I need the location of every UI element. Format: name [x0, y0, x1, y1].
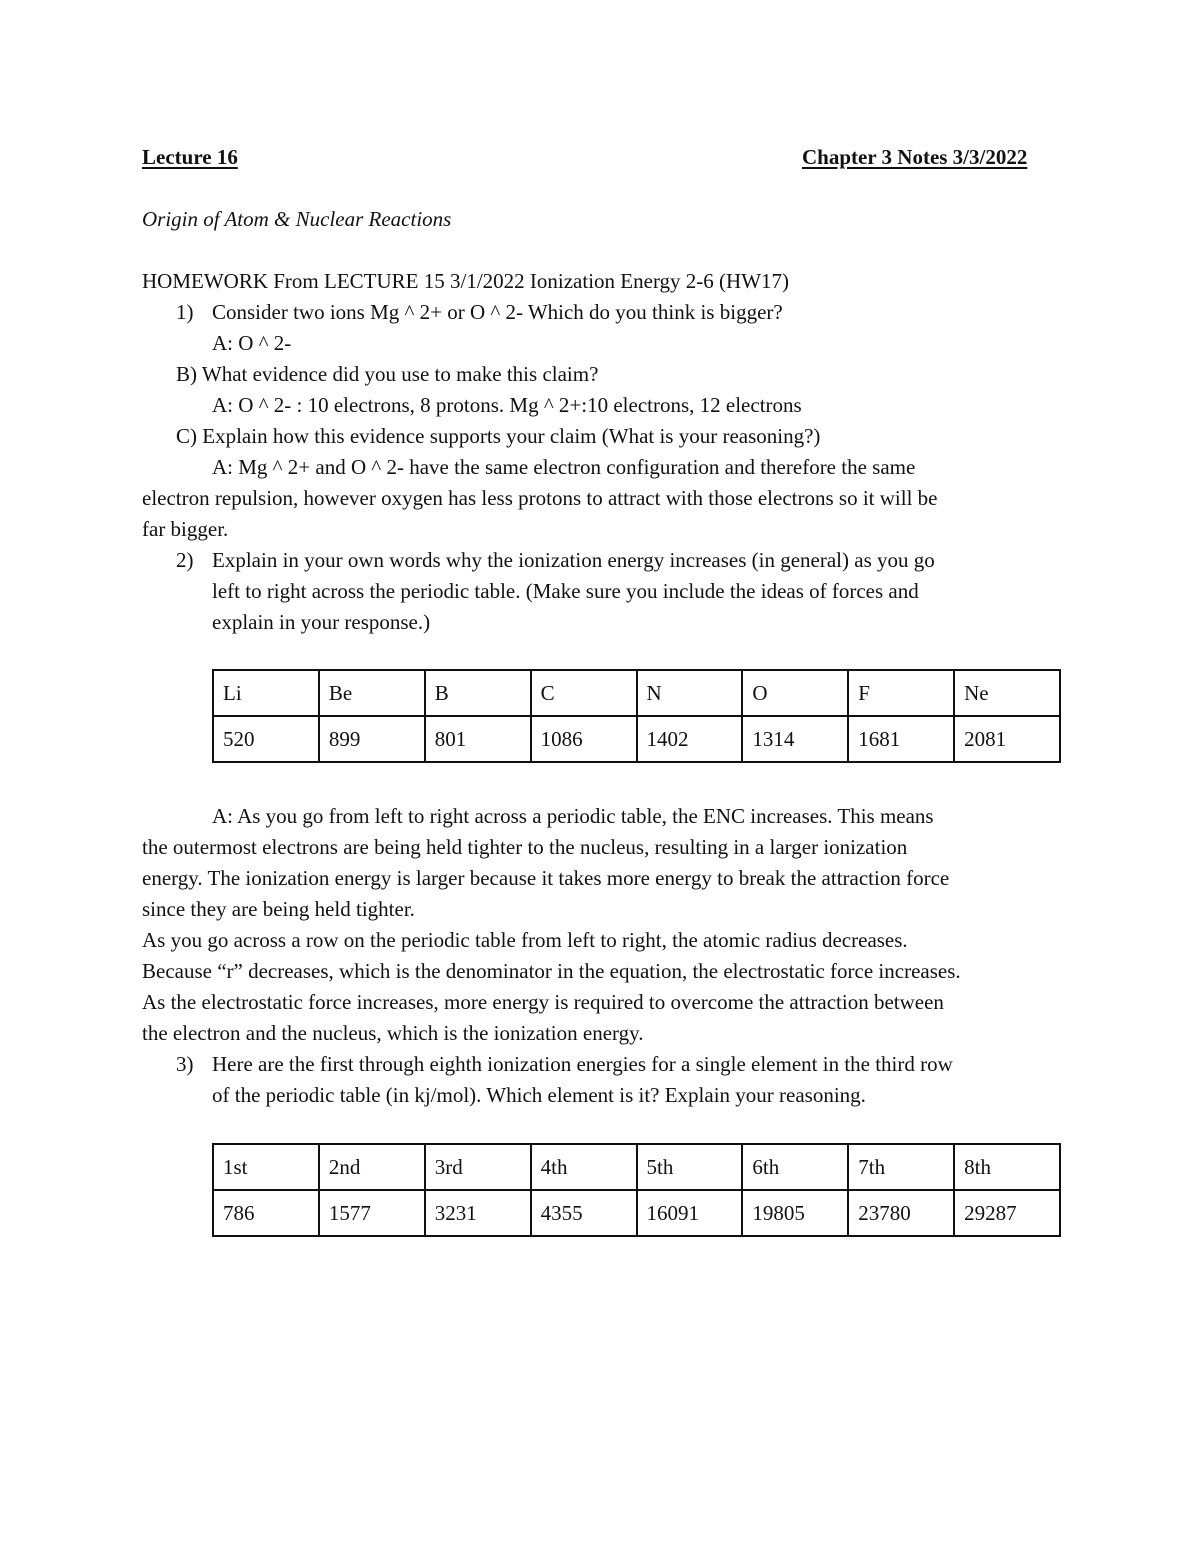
table-cell: 899	[319, 716, 425, 762]
table-cell: 1402	[637, 716, 743, 762]
q3-number: 3)	[176, 1052, 194, 1076]
table-row	[213, 716, 1060, 762]
q1c-answer-line: A: Mg ^ 2+ and O ^ 2- have the same electron configuration and therefore the same	[212, 455, 916, 479]
q1-number: 1)	[176, 300, 194, 324]
q2-number: 2)	[176, 548, 194, 572]
q2-answer-line: As you go across a row on the periodic table from left to right, the atomic radius decreases.	[142, 928, 908, 952]
homework-heading: HOMEWORK From LECTURE 15 3/1/2022 Ionization Energy 2-6 (HW17)	[142, 269, 790, 293]
chapter-date: Chapter 3 Notes 3/3/2022	[802, 145, 1028, 169]
table-cell: 19805	[742, 1190, 848, 1236]
q2-answer-line: As the electrostatic force increases, more energy is required to overcome the attraction between	[142, 990, 944, 1014]
q1-answer: A: O ^ 2-	[212, 331, 292, 355]
q2-answer-line: the electron and the nucleus, which is the ionization energy.	[142, 1021, 644, 1045]
lecture-title: Lecture 16	[142, 145, 238, 169]
q2-answer-line: A: As you go from left to right across a periodic table, the ENC increases. This means	[212, 804, 934, 828]
table-cell: 1681	[848, 716, 954, 762]
table-cell: 29287	[954, 1190, 1060, 1236]
table-header-row	[213, 1144, 1060, 1190]
table-cell: 1st	[213, 1144, 319, 1190]
table-cell: 16091	[637, 1190, 743, 1236]
q2-line: left to right across the periodic table. (Make sure you include the ideas of forces and	[212, 579, 919, 603]
table-cell: B	[425, 670, 531, 716]
table-cell: 801	[425, 716, 531, 762]
q2-answer-line: Because “r” decreases, which is the denominator in the equation, the electrostatic force increases.	[142, 959, 961, 983]
table-cell: 4355	[531, 1190, 637, 1236]
table-cell: 1577	[319, 1190, 425, 1236]
table-cell: 4th	[531, 1144, 637, 1190]
table-cell: 7th	[848, 1144, 954, 1190]
table-cell: 3231	[425, 1190, 531, 1236]
q1c-answer-line: far bigger.	[142, 517, 229, 541]
table-cell: 3rd	[425, 1144, 531, 1190]
q1-text: Consider two ions Mg ^ 2+ or O ^ 2- Which do you think is bigger?	[212, 300, 783, 324]
q1b-text: B) What evidence did you use to make this claim?	[176, 362, 599, 386]
table-cell: 2081	[954, 716, 1060, 762]
table-cell: N	[637, 670, 743, 716]
table-cell: Ne	[954, 670, 1060, 716]
table-cell: Li	[213, 670, 319, 716]
section-subtitle: Origin of Atom & Nuclear Reactions	[142, 207, 452, 231]
q1c-answer-line: electron repulsion, however oxygen has less protons to attract with those electrons so it will be	[142, 486, 938, 510]
table-cell: 5th	[637, 1144, 743, 1190]
table-cell: 6th	[742, 1144, 848, 1190]
table-row	[213, 1190, 1060, 1236]
successive-ionization-table	[212, 1143, 1061, 1237]
table-cell: 23780	[848, 1190, 954, 1236]
q1c-text: C) Explain how this evidence supports your claim (What is your reasoning?)	[176, 424, 821, 448]
table-cell: 786	[213, 1190, 319, 1236]
table-cell: F	[848, 670, 954, 716]
table-cell: O	[742, 670, 848, 716]
table-cell: C	[531, 670, 637, 716]
q2-line: explain in your response.)	[212, 610, 431, 634]
table-cell: Be	[319, 670, 425, 716]
table-cell: 1314	[742, 716, 848, 762]
q2-line: Explain in your own words why the ionization energy increases (in general) as you go	[212, 548, 935, 572]
table-cell: 2nd	[319, 1144, 425, 1190]
table-cell: 520	[213, 716, 319, 762]
table-cell: 1086	[531, 716, 637, 762]
q3-line: of the periodic table (in kj/mol). Which element is it? Explain your reasoning.	[212, 1083, 866, 1107]
q2-answer-line: since they are being held tighter.	[142, 897, 415, 921]
table-cell: 8th	[954, 1144, 1060, 1190]
q1b-answer: A: O ^ 2- : 10 electrons, 8 protons. Mg ^ 2+:10 electrons, 12 electrons	[212, 393, 802, 417]
table-header-row	[213, 670, 1060, 716]
q2-answer-line: energy. The ionization energy is larger because it takes more energy to break the attraction force	[142, 866, 950, 890]
q2-answer-line: the outermost electrons are being held tighter to the nucleus, resulting in a larger ionization	[142, 835, 908, 859]
q3-line: Here are the first through eighth ionization energies for a single element in the third row	[212, 1052, 953, 1076]
ionization-energy-table	[212, 669, 1061, 763]
